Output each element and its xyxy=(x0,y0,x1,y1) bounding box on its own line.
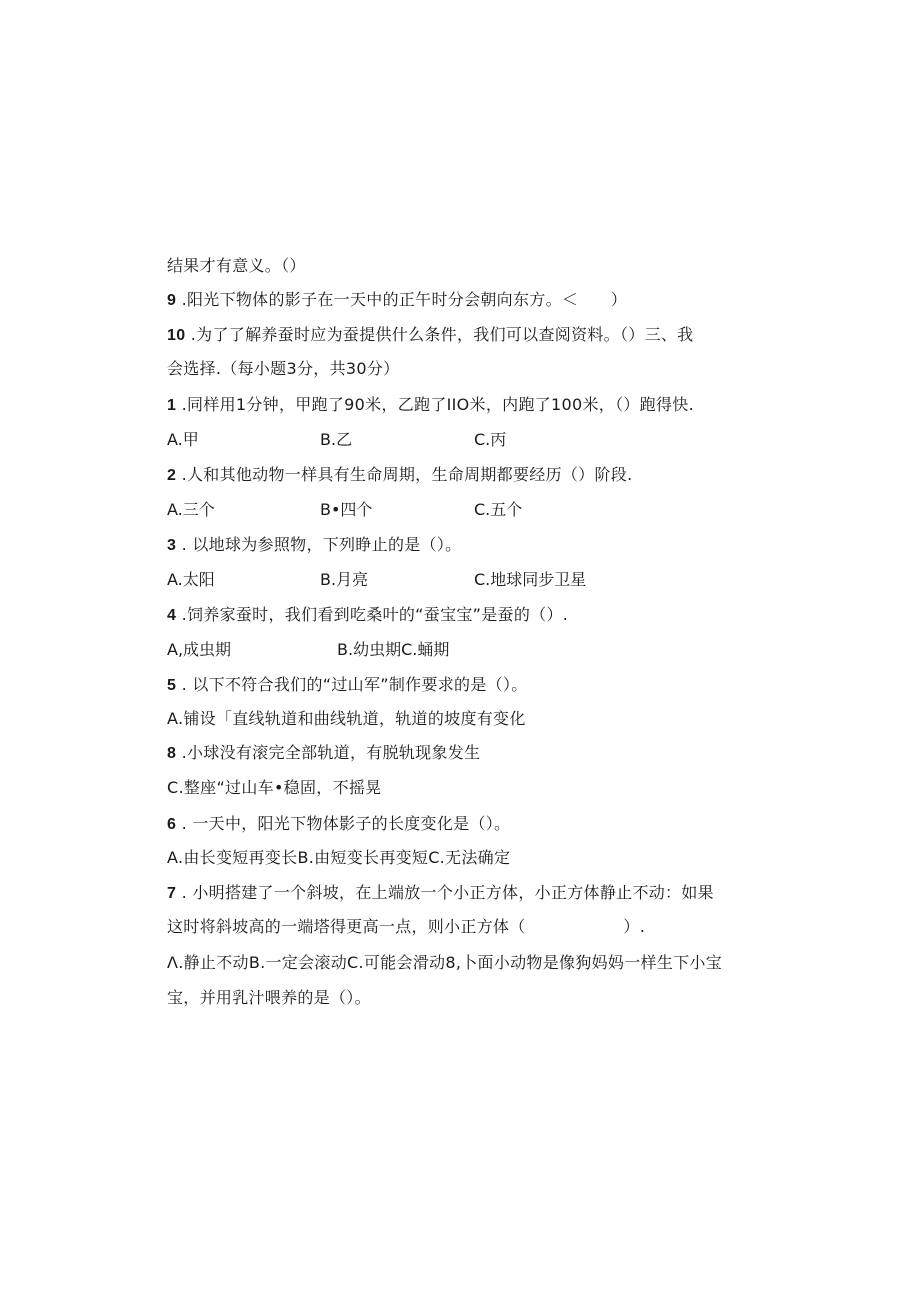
question-number: 5 xyxy=(167,677,177,694)
option-b: B.幼虫期C.蛹期 xyxy=(337,640,450,659)
option-b: B.月亮 xyxy=(320,570,369,589)
option-line: C.整座“过山车•稳固，不摇晃 xyxy=(167,778,382,797)
question-7 xyxy=(167,883,714,904)
text-line: 宝，并用乳汁喂养的是（）。 xyxy=(167,988,371,1007)
text-line: 这时将斜坡高的一端塔得更高一点，则小正方体（ ）. xyxy=(167,917,646,936)
question-9 xyxy=(167,290,627,311)
question-text: .人和其他动物一样具有生命周期，生命周期都要经历（）阶段. xyxy=(176,465,633,484)
section-heading: 会选择.（每小题3分，共30分） xyxy=(167,359,400,378)
question-number: 9 xyxy=(167,292,177,309)
text-line: 结果才有意义。（） xyxy=(167,256,306,275)
option-a: A.甲 xyxy=(167,430,199,449)
question-number: 10 xyxy=(167,327,186,344)
option-line: Λ.静止不动B.一定会滚动C.可能会滑动8,卜面小动物是像狗妈妈一样生下小宝 xyxy=(167,953,723,972)
option-b: B.乙 xyxy=(320,430,353,449)
question-text: .为了了解养蚕时应为蚕提供什么条件，我们可以查阅资料。（）三、我 xyxy=(185,325,694,344)
question-number: 6 xyxy=(167,816,177,833)
option-a: A,成虫期 xyxy=(167,640,232,659)
option-c: C.地球同步卫星 xyxy=(474,570,587,589)
question-6 xyxy=(167,814,510,835)
question-1 xyxy=(167,395,694,416)
question-text: . 以地球为参照物，下列睁止的是（）。 xyxy=(176,535,462,554)
question-3 xyxy=(167,535,461,556)
question-4 xyxy=(167,605,568,626)
question-text: . 以下不符合我们的“过山军”制作要求的是（）。 xyxy=(176,675,528,694)
question-10 xyxy=(167,325,693,346)
question-text: .同样用1分钟，甲跑了90米，乙跑了IIO米，内跑了100米，（）跑得快. xyxy=(176,395,694,414)
option-a: A.太阳 xyxy=(167,570,215,589)
question-text: .阳光下物体的影子在一天中的正午时分会朝向东方。＜ ） xyxy=(176,290,628,309)
option-line xyxy=(167,743,480,764)
question-number: 7 xyxy=(167,885,177,902)
question-number: 3 xyxy=(167,537,177,554)
option-c: C.丙 xyxy=(474,430,507,449)
question-number: 4 xyxy=(167,607,177,624)
option-marker: 8 xyxy=(167,745,177,762)
option-line: A.由长变短再变长B.由短变长再变短C.无法确定 xyxy=(167,848,511,867)
option-c: C.五个 xyxy=(474,500,523,519)
question-5 xyxy=(167,675,528,696)
option-line: A.铺设「直线轨道和曲线轨道，轨道的坡度有变化 xyxy=(167,709,526,728)
question-number: 1 xyxy=(167,397,177,414)
question-2 xyxy=(167,465,632,486)
option-text: .小球没有滚完全部轨道，有脱轨现象发生 xyxy=(176,743,481,762)
question-text: .饲养家蚕时，我们看到吃桑叶的“蚕宝宝”是蚕的（）. xyxy=(176,605,569,624)
option-b: B•四个 xyxy=(320,500,373,519)
question-text: . 小明搭建了一个斜坡，在上端放一个小正方体，小正方体静止不动：如果 xyxy=(176,883,714,902)
option-a: A.三个 xyxy=(167,500,215,519)
question-number: 2 xyxy=(167,467,177,484)
question-text: . 一天中，阳光下物体影子的长度变化是（）。 xyxy=(176,814,511,833)
